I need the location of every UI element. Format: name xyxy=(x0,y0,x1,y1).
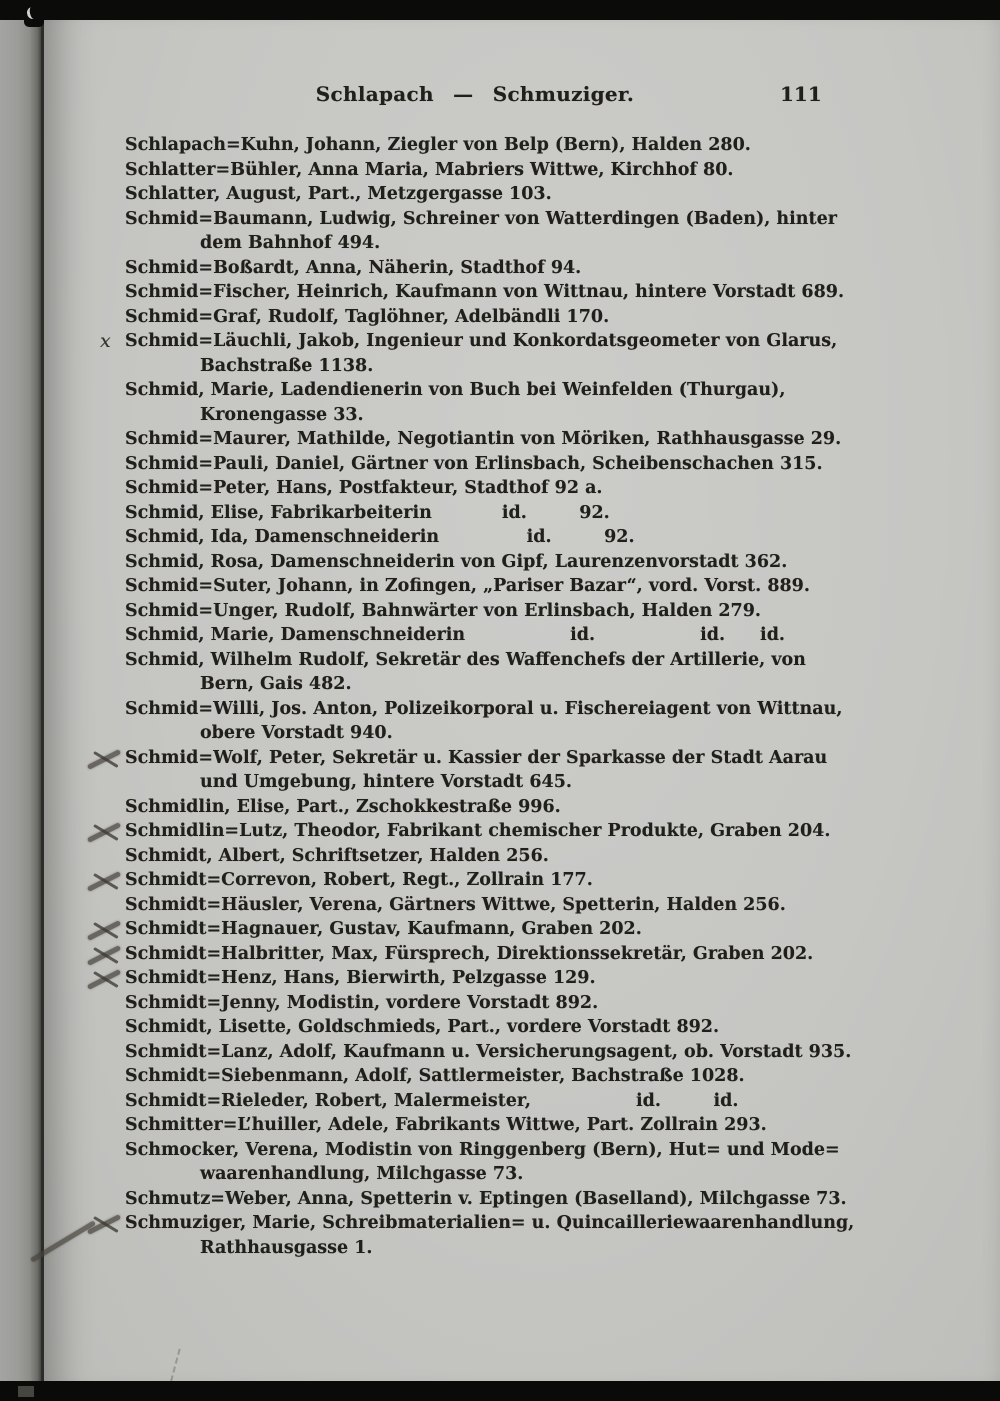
entry-text: Schmidt=Siebenmann, Adolf, Sattlermeister, Bachstraße 1028. xyxy=(125,1066,745,1086)
entry-text: Schmid=Fischer, Heinrich, Kaufmann von Wittnau, hintere Vorstadt 689. xyxy=(125,282,845,302)
book-gutter xyxy=(0,20,41,1381)
directory-entry xyxy=(125,182,955,207)
pencil-x-mark-icon xyxy=(88,748,122,770)
page-paper xyxy=(44,20,1000,1381)
scan-bottom-edge xyxy=(0,1381,1000,1401)
entry-text: Schmidt=Jenny, Modistin, vordere Vorstadt 892. xyxy=(125,992,599,1013)
directory-entry xyxy=(125,1211,955,1260)
entry-text: Schmid=Boßardt, Anna, Näherin, Stadthof 94. xyxy=(125,257,582,278)
entry-text: Schmidt=Häusler, Verena, Gärtners Wittwe, Spetterin, Halden 256. xyxy=(125,894,786,915)
entry-text: Schmidt, Lisette, Goldschmieds, Part., vordere Vorstadt 892. xyxy=(125,1017,720,1037)
directory-entry xyxy=(125,942,955,967)
entry-text: Schmid=Suter, Johann, in Zofingen, „Pariser Bazar“, vord. Vorst. 889. xyxy=(125,576,810,596)
scan-bottom-patch xyxy=(18,1386,34,1397)
entry-text: Schmid, Marie, Damenschneiderin id. id. id. xyxy=(125,625,786,645)
pencil-x-mark-icon xyxy=(88,1213,122,1235)
directory-entry xyxy=(125,574,955,599)
ink-x-mark-icon: x xyxy=(100,330,111,352)
directory-entry xyxy=(100,329,955,378)
directory-entry xyxy=(125,1015,955,1040)
entry-text: Schmidt=Hagnauer, Gustav, Kaufmann, Graben 202. xyxy=(125,919,642,939)
entry-text: Schmid=Läuchli, Jakob, Ingenieur und Konkordatsgeometer von Glarus, Bachstraße 1138. xyxy=(125,331,838,376)
entry-text: Schmid, Wilhelm Rudolf, Sekretär des Waffenchefs der Artillerie, von Bern, Gais 482. xyxy=(125,649,806,694)
directory-entry xyxy=(125,1187,955,1212)
entry-text: Schmutz=Weber, Anna, Spetterin v. Eptingen (Baselland), Milchgasse 73. xyxy=(125,1188,847,1209)
entry-text: Schmid, Ida, Damenschneiderin id. 92. xyxy=(125,527,635,547)
pencil-x-mark-icon xyxy=(88,870,122,892)
entry-text: Schmid=Baumann, Ludwig, Schreiner von Watterdingen (Baden), hinter dem Bahnhof 494. xyxy=(125,208,837,253)
directory-entry xyxy=(125,795,955,820)
entry-text: Schmidlin=Lutz, Theodor, Fabrikant chemischer Produkte, Graben 204. xyxy=(125,821,831,841)
running-title: Schlapach — Schmuziger. xyxy=(315,82,635,106)
page-number: 111 xyxy=(780,82,822,106)
entry-text: Schmid=Peter, Hans, Postfakteur, Stadthof 92 a. xyxy=(125,478,603,498)
directory-entry xyxy=(125,525,955,550)
directory-list xyxy=(100,133,955,1260)
entry-text: Schmid=Unger, Rudolf, Bahnwärter von Erlinsbach, Halden 279. xyxy=(125,600,762,621)
entry-text: Schlapach=Kuhn, Johann, Ziegler von Belp (Bern), Halden 280. xyxy=(125,135,751,155)
entry-text: Schmid, Marie, Ladendienerin von Buch bei Weinfelden (Thurgau), Kronengasse 33. xyxy=(125,380,786,425)
directory-entry xyxy=(125,623,955,648)
directory-entry xyxy=(125,697,955,746)
directory-entry xyxy=(125,476,955,501)
pencil-x-mark-icon xyxy=(88,919,122,941)
entry-text: Schmidt=Correvon, Robert, Regt., Zollrain 177. xyxy=(125,870,593,890)
entry-text: Schlatter, August, Part., Metzgergasse 103. xyxy=(125,184,552,204)
directory-entry xyxy=(125,158,955,183)
entry-text: Schmuziger, Marie, Schreibmaterialien= u. Quincailleriewaarenhandlung, Rathhausgasse 1. xyxy=(125,1213,855,1258)
entry-text: Schmid=Willi, Jos. Anton, Polizeikorporal u. Fischereiagent von Wittnau, obere Vorstadt 940. xyxy=(125,698,843,743)
entry-text: Schmidt=Rieleder, Robert, Malermeister, id. id. xyxy=(125,1090,739,1111)
directory-entry xyxy=(125,452,955,477)
directory-entry xyxy=(125,1040,955,1065)
directory-entry xyxy=(125,599,955,624)
entry-text: Schmidlin, Elise, Part., Zschokkestraße 996. xyxy=(125,796,561,817)
entry-text: Schmid, Rosa, Damenschneiderin von Gipf, Laurenzenvorstadt 362. xyxy=(125,551,788,572)
directory-entry xyxy=(125,991,955,1016)
directory-entry xyxy=(125,1089,955,1114)
directory-entry xyxy=(125,844,955,869)
entry-text: Schmid, Elise, Fabrikarbeiterin id. 92. xyxy=(125,502,610,523)
directory-entry xyxy=(125,966,955,991)
directory-entry xyxy=(125,893,955,918)
directory-entry xyxy=(125,648,955,697)
entry-text: Schmid=Pauli, Daniel, Gärtner von Erlinsbach, Scheibenschachen 315. xyxy=(125,453,823,474)
entry-text: Schmidt=Halbritter, Max, Fürsprech, Direktionssekretär, Graben 202. xyxy=(125,943,814,964)
scan-top-edge xyxy=(0,0,1000,20)
entry-text: Schmidt=Henz, Hans, Bierwirth, Pelzgasse 129. xyxy=(125,968,596,988)
directory-entry xyxy=(125,1064,955,1089)
entry-text: Schmidt, Albert, Schriftsetzer, Halden 256. xyxy=(125,845,549,866)
directory-entry xyxy=(125,1113,955,1138)
directory-entry xyxy=(125,1138,955,1187)
directory-entry xyxy=(125,501,955,526)
page-header xyxy=(125,82,825,108)
page-content xyxy=(100,20,955,1260)
entry-text: Schmid=Maurer, Mathilde, Negotiantin von Möriken, Rathhausgasse 29. xyxy=(125,429,842,449)
entry-text: Schmocker, Verena, Modistin von Ringgenberg (Bern), Hut= und Mode= waarenhandlung, Milchgasse 73. xyxy=(125,1139,840,1184)
directory-entry xyxy=(125,917,955,942)
entry-text: Schlatter=Bühler, Anna Maria, Mabriers Wittwe, Kirchhof 80. xyxy=(125,159,734,180)
entry-text: Schmitter=L’huiller, Adele, Fabrikants Wittwe, Part. Zollrain 293. xyxy=(125,1115,767,1135)
pencil-x-mark-icon xyxy=(88,968,122,990)
directory-entry xyxy=(125,819,955,844)
directory-entry xyxy=(125,256,955,281)
entry-text: Schmid=Wolf, Peter, Sekretär u. Kassier der Sparkasse der Stadt Aarau und Umgebung, hintere Vorstadt 645. xyxy=(125,747,828,792)
directory-entry xyxy=(125,305,955,330)
directory-entry xyxy=(125,427,955,452)
directory-entry xyxy=(125,133,955,158)
directory-entry xyxy=(125,746,955,795)
pencil-x-mark-icon xyxy=(88,821,122,843)
pencil-x-mark-icon xyxy=(88,944,122,966)
directory-entry xyxy=(125,868,955,893)
entry-text: Schmid=Graf, Rudolf, Taglöhner, Adelbändli 170. xyxy=(125,306,610,327)
directory-entry xyxy=(125,280,955,305)
directory-entry xyxy=(125,378,955,427)
directory-entry xyxy=(125,207,955,256)
entry-text: Schmidt=Lanz, Adolf, Kaufmann u. Versicherungsagent, ob. Vorstadt 935. xyxy=(125,1041,852,1062)
directory-entry xyxy=(125,550,955,575)
